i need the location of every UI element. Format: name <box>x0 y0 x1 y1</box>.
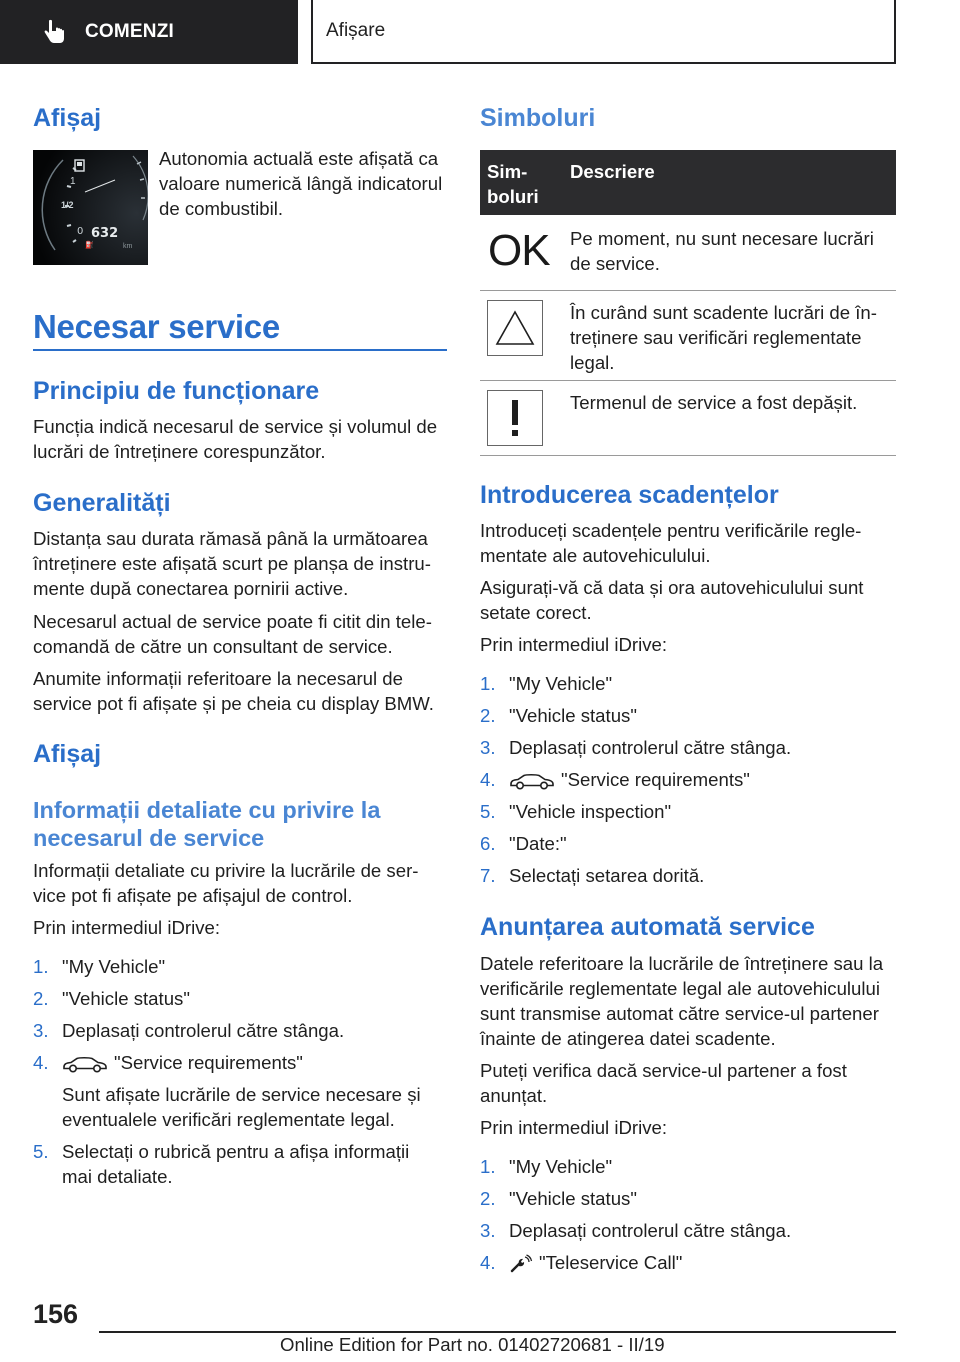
column-header-symbol: Sim-boluri <box>487 161 539 207</box>
ok-symbol: OK <box>488 226 550 275</box>
car-icon <box>62 1055 108 1073</box>
column-header-description: Descriere <box>570 161 655 182</box>
generalitati-p1: Distanța sau durata rămasă până la următoarea întreținere este afișată scurt pe planșa de instru-mente după conectarea pornirii active. <box>33 528 431 599</box>
heading-simboluri: Simboluri <box>480 104 596 132</box>
anuntarea-intro: Prin intermediul iDrive: <box>480 1117 668 1138</box>
range-value: 632 <box>91 226 119 241</box>
list-item: 1. "My Vehicle" <box>480 673 613 694</box>
principiu-text: Funcția indică necesarul de service și volumul de lucrări de întreținere corespunzător. <box>33 416 438 462</box>
gauge-one-label: 1 <box>70 176 76 187</box>
heading-informatii: Informații detaliate cu privire la necesarul de service <box>33 797 381 851</box>
car-icon <box>509 772 555 790</box>
svg-text:0: 0 <box>77 226 84 237</box>
heading-principiu: Principiu de funcționare <box>33 377 320 405</box>
list-item: 4. "Teleservice Call" <box>480 1252 683 1273</box>
footer-rule <box>99 1331 896 1333</box>
exclamation-icon <box>487 390 543 446</box>
list-item-note: Sunt afișate lucrările de service necesare și eventualele verificări reglementate legal. <box>62 1084 421 1130</box>
pointing-hand-icon <box>42 19 68 45</box>
gauge-half-label: 1/2 <box>61 200 74 210</box>
list-item: 7. Selectați setarea dorită. <box>480 865 705 886</box>
heading-afisaj-2: Afișaj <box>33 740 102 768</box>
instrument-cluster-image <box>33 150 148 265</box>
list-item: 1. "My Vehicle" <box>33 956 166 977</box>
informatii-text: Informații detaliate cu privire la lucrările de ser-vice pot fi afișate pe afișajul de control. <box>33 860 419 906</box>
anuntarea-p1: Datele referitoare la lucrările de întreținere sau la verificările reglementate legal ale autovehiculului sunt transmise automat către service-ul partener înainte de atingerea datei scadente. <box>480 953 884 1049</box>
introducerea-p1: Introduceți scadențele pentru verificările regle-mentate ale autovehiculului. <box>480 520 862 566</box>
heading-introducerea: Introducerea scadențelor <box>480 481 779 509</box>
afisaj-text: Autonomia actuală este afișată ca valoare numerică lângă indicatorul de combustibil. <box>159 148 443 219</box>
list-item: 3. Deplasați controlerul către stânga. <box>480 1220 792 1241</box>
list-item: 2. "Vehicle status" <box>480 1188 637 1209</box>
symbols-table <box>480 150 896 456</box>
list-item: 4. "Service requirements" <box>33 1052 303 1073</box>
table-row: OK Pe moment, nu sunt necesare lucrări de service. <box>480 215 896 291</box>
list-item: 5. "Vehicle inspection" <box>480 801 672 822</box>
heading-anuntarea: Anunțarea automată service <box>480 913 815 941</box>
chapter-tab-label: COMENZI <box>85 21 175 42</box>
page-number: 156 <box>33 1299 79 1329</box>
list-item: 3. Deplasați controlerul către stânga. <box>33 1020 345 1041</box>
anuntarea-p2: Puteți verifica dacă service-ul partener a fost anunțat. <box>480 1060 847 1106</box>
section-title: Afișare <box>326 20 386 41</box>
list-item: 1. "My Vehicle" <box>480 1156 613 1177</box>
section-header <box>311 0 896 64</box>
generalitati-p3: Anumite informații referitoare la necesarul de service pot fi afișate și pe cheia cu display BMW. <box>33 668 434 714</box>
list-item: 2. "Vehicle status" <box>33 988 190 1009</box>
heading-rule <box>33 349 447 351</box>
list-item: 2. "Vehicle status" <box>480 705 637 726</box>
teleservice-wrench-icon <box>509 1254 533 1274</box>
informatii-intro: Prin intermediul iDrive: <box>33 917 221 938</box>
heading-afisaj: Afișaj <box>33 104 102 132</box>
heading-necesar-service: Necesar service <box>33 308 280 345</box>
table-row: Termenul de service a fost depășit. <box>480 381 896 456</box>
table-header <box>480 150 896 215</box>
informatii-steps <box>33 954 449 1196</box>
warning-triangle-icon <box>487 300 543 356</box>
introducerea-steps <box>480 671 896 895</box>
range-unit: km <box>123 243 133 250</box>
generalitati-p2: Necesarul actual de service poate fi citit din tele-comandă de către un consultant de service. <box>33 611 432 657</box>
list-item: 5. Selectați o rubrică pentru a afișa informații mai detaliate. <box>33 1141 410 1187</box>
list-item: 3. Deplasați controlerul către stânga. <box>480 737 792 758</box>
list-item: 4. "Service requirements" <box>480 769 750 790</box>
table-row: În curând sunt scadente lucrări de în- treținere sau verificări reglementate legal. <box>480 291 896 381</box>
anuntarea-steps <box>480 1154 896 1282</box>
chapter-tab[interactable] <box>0 0 298 64</box>
introducerea-intro: Prin intermediul iDrive: <box>480 634 668 655</box>
edition-text: Online Edition for Part no. 01402720681 - II/19 <box>280 1334 665 1355</box>
introducerea-p2: Asigurați-vă că data și ora autovehiculului sunt setate corect. <box>480 577 864 623</box>
list-item: 6. "Date:" <box>480 833 567 854</box>
heading-generalitati: Generalități <box>33 489 171 517</box>
svg-text:⛽: ⛽ <box>85 241 94 249</box>
